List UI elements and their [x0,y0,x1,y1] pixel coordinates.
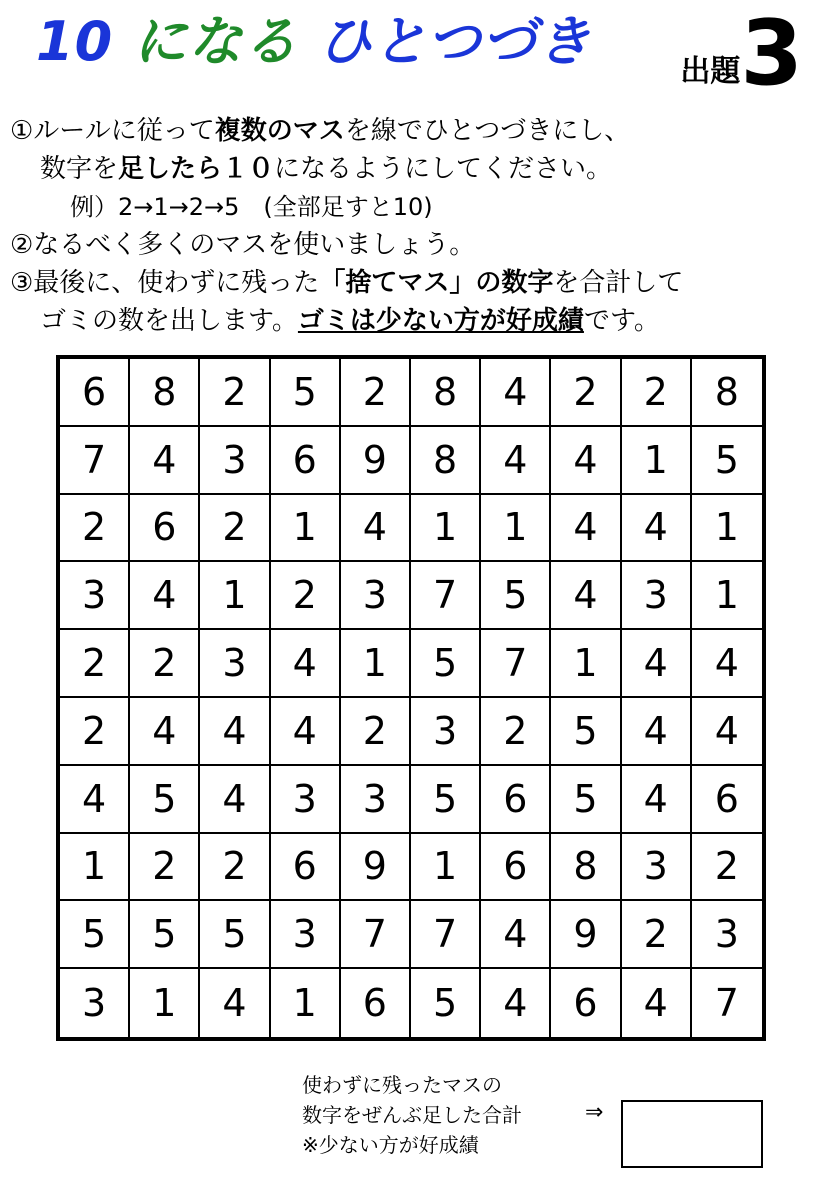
grid-cell[interactable]: 3 [60,969,130,1037]
rule-3-line-2: ゴミの数を出します。ゴミは少ない方が好成績です。 [40,306,660,336]
grid-cell[interactable]: 6 [481,766,551,834]
rule-1-line-1: ①ルールに従って複数のマスを線でひとつづきにし、 [10,116,631,146]
score-instructions [302,1070,522,1160]
score-line-3: ※少ない方が好成績 [302,1133,479,1157]
grid-cell[interactable]: 5 [481,562,551,630]
grid-cell[interactable]: 5 [130,901,200,969]
grid-cell[interactable]: 2 [130,834,200,902]
grid-cell[interactable]: 8 [551,834,621,902]
arrow-icon: ⇒ [585,1100,604,1125]
grid-cell[interactable]: 4 [481,901,551,969]
grid-cell[interactable]: 4 [60,766,130,834]
grid-cell[interactable]: 7 [411,562,481,630]
grid-cell[interactable]: 4 [341,495,411,563]
grid-cell[interactable]: 2 [341,359,411,427]
grid-cell[interactable]: 3 [341,766,411,834]
grid-cell[interactable]: 4 [200,698,270,766]
grid-cell[interactable]: 5 [60,901,130,969]
grid-cell[interactable]: 8 [411,359,481,427]
grid-cell[interactable]: 2 [130,630,200,698]
title-number: 10 [36,10,114,73]
grid-cell[interactable]: 8 [411,427,481,495]
grid-cell[interactable]: 7 [60,427,130,495]
grid-cell[interactable]: 4 [622,495,692,563]
grid-cell[interactable]: 4 [551,427,621,495]
grid-cell[interactable]: 1 [411,495,481,563]
issue-label: 出題 [680,54,741,89]
grid-cell[interactable]: 2 [60,698,130,766]
grid-cell[interactable]: 6 [341,969,411,1037]
rule-2: ②なるべく多くのマスを使いましょう。 [10,230,476,260]
grid-cell[interactable]: 1 [271,495,341,563]
grid-cell[interactable]: 4 [622,630,692,698]
grid-cell[interactable]: 2 [60,630,130,698]
grid-cell[interactable]: 2 [481,698,551,766]
issue-number: 3 [740,1,803,106]
grid-cell[interactable]: 5 [411,630,481,698]
rule-3-line-1: ③最後に、使わずに残った「捨てマス」の数字を合計して [10,268,684,298]
grid-cell[interactable]: 4 [130,698,200,766]
grid-cell[interactable]: 3 [60,562,130,630]
issue-number-block [680,1,803,106]
grid-cell[interactable]: 3 [341,562,411,630]
grid-cell[interactable]: 7 [481,630,551,698]
grid-cell[interactable]: 3 [271,766,341,834]
grid-cell[interactable]: 2 [622,901,692,969]
grid-cell[interactable]: 4 [622,969,692,1037]
grid-cell[interactable]: 5 [200,901,270,969]
grid-cell[interactable]: 2 [551,359,621,427]
grid-cell[interactable]: 9 [341,427,411,495]
grid-cell[interactable]: 1 [200,562,270,630]
grid-cell[interactable]: 2 [692,834,762,902]
grid-cell[interactable]: 7 [714,981,739,1026]
grid-cell[interactable]: 1 [130,969,200,1037]
grid-cell[interactable]: 5 [551,766,621,834]
grid-cell[interactable]: 4 [481,969,551,1037]
grid-cell[interactable]: 8 [692,359,762,427]
grid-cell[interactable]: 3 [200,630,270,698]
grid-cell[interactable]: 9 [341,834,411,902]
grid-cell[interactable]: 9 [551,901,621,969]
grid-cell[interactable]: 4 [200,766,270,834]
grid-cell[interactable]: 4 [622,698,692,766]
rule-1-line-2: 数字を足したら１０になるようにしてください。 [40,154,613,184]
rules-text [10,112,810,340]
grid-cell[interactable]: 5 [271,359,341,427]
grid-cell[interactable]: 4 [481,427,551,495]
grid-cell[interactable]: 2 [200,359,270,427]
grid-cell[interactable]: 2 [200,495,270,563]
grid-cell[interactable]: 5 [692,427,762,495]
grid-cell[interactable]: 4 [130,427,200,495]
grid-cell[interactable]: 4 [551,562,621,630]
grid-cell[interactable]: 1 [692,562,762,630]
grid-cell[interactable]: 8 [130,359,200,427]
rule-example: 例）2→1→2→5 (全部足すと10) [70,193,433,221]
grid-cell[interactable]: 7 [341,901,411,969]
title-middle: になる [113,10,318,73]
grid-cell[interactable]: 1 [271,969,341,1037]
grid-cell[interactable]: 2 [271,562,341,630]
page-title [36,6,592,78]
grid-cell[interactable]: 2 [622,359,692,427]
title-end: ひとつづき [317,10,592,73]
score-line-1: 使わずに残ったマスの [302,1073,502,1097]
grid-cell[interactable]: 4 [481,359,551,427]
grid-cell[interactable]: 7 [411,901,481,969]
grid-cell[interactable]: 3 [622,562,692,630]
score-line-2: 数字をぜんぶ足した合計 [302,1103,522,1127]
grid-cell[interactable]: 1 [551,630,621,698]
grid-cell[interactable]: 5 [551,698,621,766]
answer-box[interactable] [621,1100,763,1168]
grid-cell[interactable]: 3 [411,698,481,766]
grid-cell[interactable]: 6 [271,427,341,495]
grid-cell[interactable]: 1 [481,495,551,563]
number-grid [56,355,766,1041]
grid-cell[interactable]: 6 [481,834,551,902]
grid-cell[interactable]: 6 [271,834,341,902]
grid-cell[interactable]: 6 [130,495,200,563]
grid-cell[interactable]: 1 [622,427,692,495]
grid-cell[interactable]: 5 [411,969,481,1037]
grid-cell[interactable]: 3 [200,427,270,495]
grid-cell[interactable]: 5 [130,766,200,834]
grid-cell[interactable]: 5 [411,766,481,834]
grid-cell[interactable]: 1 [411,834,481,902]
grid-cell[interactable]: 4 [200,969,270,1037]
grid-cell[interactable]: 4 [692,630,762,698]
grid-cell[interactable]: 4 [692,698,762,766]
grid-cell[interactable]: 6 [60,359,130,427]
grid-cell[interactable]: 3 [622,834,692,902]
grid-cell[interactable]: 6 [551,969,621,1037]
grid-cell[interactable]: 2 [60,495,130,563]
grid-cell[interactable]: 2 [341,698,411,766]
grid-cell[interactable]: 1 [341,630,411,698]
grid-cell[interactable]: 3 [692,901,762,969]
grid-cell[interactable]: 4 [130,562,200,630]
grid-cell[interactable]: 1 [692,495,762,563]
grid-cell[interactable]: 3 [271,901,341,969]
grid-cell[interactable]: 1 [60,834,130,902]
grid-cell[interactable]: 2 [200,834,270,902]
grid-cell[interactable]: 4 [271,698,341,766]
grid-cell[interactable]: 4 [551,495,621,563]
grid-cell[interactable]: 4 [622,766,692,834]
grid-cell[interactable]: 6 [692,766,762,834]
grid-cell[interactable]: 4 [271,630,341,698]
